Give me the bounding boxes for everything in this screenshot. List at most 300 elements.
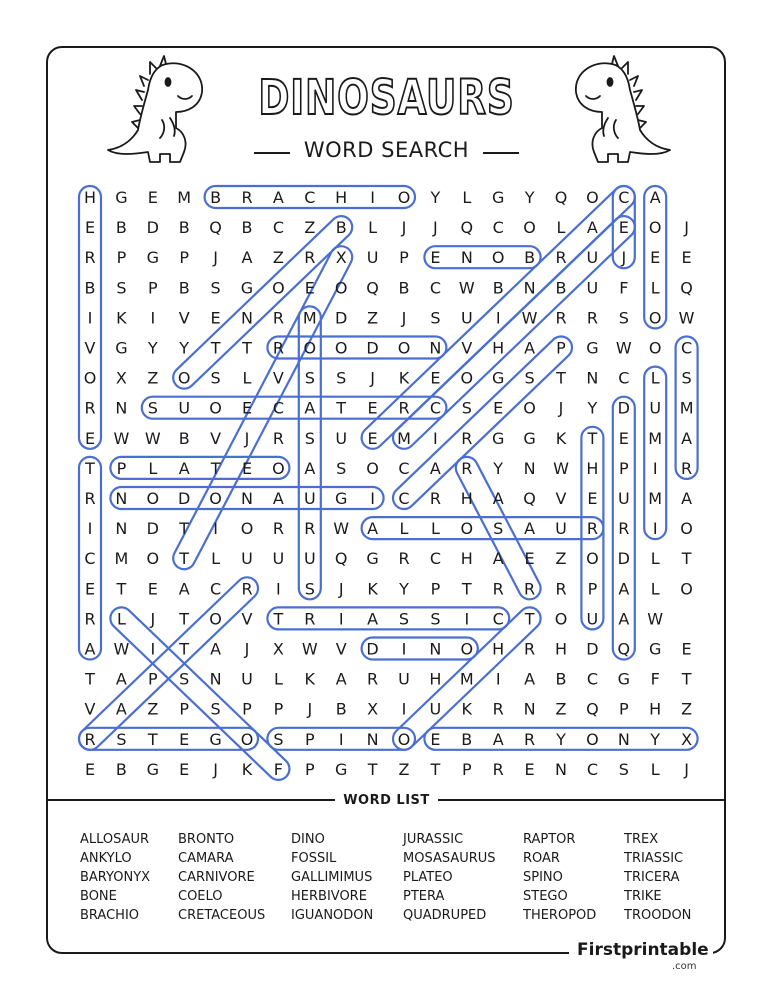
grid-letter: S bbox=[179, 669, 190, 689]
word-list-column bbox=[178, 830, 265, 925]
grid-letter: Q bbox=[680, 278, 693, 298]
grid-letter: E bbox=[241, 398, 253, 418]
grid-letter: A bbox=[84, 639, 96, 659]
word-list-item: ALLOSAUR bbox=[80, 832, 150, 847]
grid-letter: O bbox=[586, 188, 599, 207]
grid-letter: K bbox=[461, 699, 473, 719]
grid-letter: G bbox=[146, 248, 160, 268]
grid-letter: N bbox=[523, 278, 536, 298]
grid-letter: H bbox=[335, 188, 348, 207]
grid-letter: U bbox=[178, 398, 191, 418]
grid-letter: A bbox=[524, 338, 536, 358]
grid-letter: Q bbox=[617, 639, 631, 659]
grid-letter: S bbox=[116, 729, 127, 749]
grid-letter: J bbox=[213, 759, 218, 779]
grid-letter: G bbox=[366, 549, 379, 569]
grid-letter: S bbox=[304, 428, 315, 448]
grid-letter: B bbox=[178, 278, 190, 298]
grid-letter: E bbox=[430, 368, 441, 388]
grid-letter: H bbox=[83, 188, 97, 207]
grid-letter: P bbox=[116, 248, 127, 268]
grid-letter: S bbox=[273, 729, 284, 749]
grid-letter: T bbox=[681, 549, 692, 569]
grid-letter: O bbox=[146, 489, 160, 508]
grid-letter: O bbox=[397, 729, 411, 749]
grid-letter: M bbox=[302, 308, 317, 328]
grid-letter: O bbox=[209, 489, 222, 508]
grid-letter: Q bbox=[586, 699, 599, 719]
grid-letter: C bbox=[210, 579, 222, 599]
grid-letter: M bbox=[397, 428, 411, 448]
grid-letter: N bbox=[460, 248, 473, 268]
grid-letter: R bbox=[272, 519, 284, 539]
grid-letter: O bbox=[240, 729, 254, 749]
word-list-item: CARNIVORE bbox=[178, 870, 255, 885]
grid-letter: R bbox=[367, 669, 379, 689]
grid-letter: B bbox=[178, 428, 190, 448]
grid-letter: N bbox=[429, 338, 442, 358]
grid-letter: E bbox=[84, 579, 96, 599]
grid-letter: S bbox=[147, 398, 158, 418]
grid-letter: Y bbox=[399, 579, 409, 599]
grid-letter: X bbox=[115, 368, 127, 388]
grid-letter: W bbox=[615, 338, 632, 358]
word-list-item: ROAR bbox=[523, 851, 560, 866]
grid-letter: R bbox=[241, 579, 253, 599]
grid-letter: B bbox=[524, 248, 536, 268]
word-list-item: BARYONYX bbox=[80, 870, 151, 885]
grid-letter: W bbox=[144, 428, 161, 448]
grid-letter: F bbox=[273, 759, 284, 779]
grid-letter: J bbox=[684, 759, 689, 779]
grid-letter: T bbox=[430, 759, 441, 779]
grid-letter: U bbox=[586, 278, 599, 298]
grid-letter: A bbox=[524, 519, 536, 539]
grid-letter: T bbox=[179, 519, 190, 539]
grid-letter: R bbox=[272, 428, 284, 448]
grid-letter: J bbox=[621, 248, 627, 268]
grid-letter: O bbox=[460, 519, 474, 539]
grid-letter: O bbox=[523, 218, 536, 238]
grid-letter: E bbox=[681, 248, 692, 268]
grid-letter: A bbox=[524, 669, 536, 689]
grid-letter: N bbox=[115, 398, 128, 418]
grid-letter: Y bbox=[493, 458, 504, 478]
grid-letter: C bbox=[84, 549, 96, 569]
grid-letter: P bbox=[242, 699, 252, 719]
grid-letter: V bbox=[241, 609, 253, 629]
word-list-column bbox=[403, 830, 496, 925]
grid-letter: T bbox=[461, 579, 472, 599]
word-list-column bbox=[523, 830, 596, 925]
grid-letter: Z bbox=[555, 549, 567, 569]
word-list-item: TRIKE bbox=[624, 889, 662, 904]
grid-letter: R bbox=[555, 579, 567, 599]
grid-letter: O bbox=[334, 278, 348, 298]
grid-letter: G bbox=[648, 639, 662, 659]
grid-letter: B bbox=[461, 729, 473, 749]
grid-letter: R bbox=[555, 308, 567, 328]
word-list-label: WORD LIST bbox=[335, 793, 438, 808]
word-list-item: CAMARA bbox=[178, 851, 234, 866]
grid-letter: A bbox=[272, 188, 284, 207]
grid-letter: D bbox=[178, 489, 191, 508]
grid-letter: J bbox=[244, 639, 250, 659]
grid-letter: I bbox=[401, 639, 407, 659]
grid-letter: S bbox=[681, 368, 692, 388]
grid-letter: S bbox=[210, 278, 221, 298]
grid-letter: A bbox=[304, 398, 316, 418]
grid-letter: T bbox=[587, 428, 598, 448]
grid-letter: A bbox=[272, 489, 284, 508]
grid-letter: M bbox=[679, 398, 694, 418]
grid-letter: G bbox=[523, 428, 536, 448]
grid-letter: E bbox=[618, 428, 629, 448]
grid-letter: G bbox=[115, 338, 128, 358]
grid-letter: P bbox=[179, 248, 190, 268]
grid-letter: K bbox=[398, 368, 410, 388]
grid-letter: R bbox=[272, 308, 284, 328]
grid-letter: P bbox=[304, 729, 315, 749]
grid-letter: S bbox=[116, 278, 127, 298]
grid-letter: L bbox=[211, 549, 221, 569]
highlight-capsule bbox=[644, 367, 666, 539]
grid-letter: Q bbox=[334, 549, 348, 569]
grid-letter: A bbox=[335, 669, 347, 689]
grid-letter: D bbox=[146, 519, 159, 539]
word-list-column bbox=[291, 830, 373, 925]
grid-letter: R bbox=[429, 489, 441, 508]
grid-letter: T bbox=[179, 549, 190, 569]
grid-letter: C bbox=[272, 218, 284, 238]
grid-letter: X bbox=[272, 639, 284, 659]
brand-domain: .com bbox=[672, 961, 697, 972]
grid-letter: R bbox=[241, 188, 253, 207]
grid-letter: N bbox=[523, 458, 536, 478]
grid-letter: S bbox=[304, 579, 315, 599]
grid-letter: B bbox=[555, 278, 567, 298]
grid-letter: O bbox=[460, 639, 474, 659]
grid-letter: H bbox=[460, 549, 473, 569]
grid-letter: O bbox=[680, 519, 693, 539]
grid-letter: H bbox=[492, 639, 505, 659]
grid-letter: B bbox=[178, 218, 190, 238]
grid-letter: H bbox=[554, 639, 568, 659]
word-list-column bbox=[80, 830, 150, 925]
grid-letter: C bbox=[398, 458, 410, 478]
word-list-item: BONE bbox=[80, 889, 117, 904]
grid-letter: C bbox=[586, 759, 598, 779]
grid-letter: V bbox=[272, 368, 284, 388]
grid-letter: T bbox=[681, 669, 692, 689]
grid-letter: D bbox=[335, 308, 348, 328]
grid-letter: X bbox=[681, 729, 693, 749]
grid-letter: A bbox=[367, 609, 379, 629]
grid-letter: I bbox=[652, 519, 658, 539]
word-list-item: TREX bbox=[624, 832, 659, 847]
grid-letter: U bbox=[649, 398, 662, 418]
grid-letter: T bbox=[85, 458, 95, 478]
grid-letter: S bbox=[524, 368, 535, 388]
word-list-item: ANKYLO bbox=[80, 851, 132, 866]
grid-letter: G bbox=[586, 338, 599, 358]
grid-letter: E bbox=[681, 639, 692, 659]
grid-letter: Q bbox=[209, 218, 222, 238]
grid-letter: C bbox=[618, 368, 630, 388]
grid-letter: O bbox=[83, 368, 97, 388]
grid-letter: P bbox=[556, 338, 566, 358]
grid-letter: A bbox=[492, 549, 504, 569]
grid-letter: A bbox=[618, 579, 630, 599]
grid-letter: R bbox=[461, 428, 473, 448]
grid-letter: P bbox=[147, 278, 158, 298]
grid-letter: S bbox=[336, 458, 347, 478]
grid-letter: J bbox=[401, 218, 407, 238]
grid-letter: H bbox=[429, 669, 442, 689]
grid-letter: T bbox=[210, 338, 221, 358]
grid-letter: U bbox=[303, 549, 316, 569]
grid-letter: C bbox=[304, 188, 316, 207]
grid-letter: D bbox=[586, 639, 599, 659]
grid-letter: U bbox=[366, 248, 379, 268]
grid-letter: J bbox=[433, 218, 438, 238]
grid-letter: N bbox=[115, 489, 128, 508]
grid-letter: J bbox=[401, 308, 407, 328]
grid-letter: N bbox=[209, 669, 222, 689]
grid-letter: U bbox=[617, 489, 630, 508]
grid-letter: B bbox=[84, 278, 96, 298]
word-list-item: DINO bbox=[291, 832, 325, 847]
grid-letter: E bbox=[618, 218, 629, 238]
grid-letter: K bbox=[304, 669, 316, 689]
grid-letter: V bbox=[178, 308, 190, 328]
grid-letter: G bbox=[491, 368, 505, 388]
grid-letter: I bbox=[213, 519, 218, 539]
grid-letter: C bbox=[492, 609, 504, 629]
grid-letter: T bbox=[273, 609, 284, 629]
grid-letter: U bbox=[241, 549, 253, 569]
grid-letter: B bbox=[335, 218, 347, 238]
grid-letter: I bbox=[370, 188, 375, 207]
grid-letter: L bbox=[148, 458, 158, 478]
word-list-header bbox=[0, 789, 773, 808]
grid-letter: A bbox=[649, 188, 661, 207]
grid-letter: W bbox=[113, 639, 130, 659]
grid-letter: U bbox=[555, 519, 567, 539]
grid-letter: I bbox=[150, 639, 156, 659]
grid-letter: A bbox=[492, 729, 504, 749]
grid-letter: E bbox=[84, 759, 96, 779]
grid-letter: S bbox=[210, 368, 221, 388]
grid-letter: R bbox=[618, 519, 630, 539]
grid-letter: L bbox=[273, 669, 283, 689]
grid-letter: Q bbox=[554, 188, 568, 207]
grid-letter: M bbox=[177, 188, 192, 207]
grid-letter: I bbox=[87, 519, 93, 539]
highlight-capsule bbox=[267, 337, 446, 359]
grid-letter: L bbox=[116, 609, 126, 629]
grid-letter: C bbox=[586, 669, 598, 689]
grid-letter: W bbox=[458, 278, 475, 298]
grid-letter: N bbox=[586, 368, 599, 388]
grid-letter: J bbox=[307, 699, 313, 719]
grid-letter: T bbox=[116, 579, 127, 599]
grid-letter: S bbox=[618, 308, 629, 328]
grid-letter: G bbox=[491, 428, 505, 448]
grid-letter: C bbox=[492, 218, 504, 238]
grid-letter: D bbox=[617, 398, 630, 418]
grid-letter: R bbox=[84, 609, 96, 629]
grid-letter: O bbox=[334, 338, 348, 358]
grid-letter: B bbox=[555, 669, 567, 689]
grid-letter: R bbox=[555, 248, 567, 268]
grid-letter: T bbox=[179, 639, 190, 659]
highlight-capsule bbox=[110, 457, 289, 479]
grid-letter: H bbox=[649, 699, 662, 719]
grid-letter: J bbox=[558, 398, 564, 418]
grid-letter: I bbox=[87, 308, 93, 328]
word-list-item: THEROPOD bbox=[523, 908, 597, 923]
grid-letter: A bbox=[178, 458, 190, 478]
grid-letter: X bbox=[335, 248, 347, 268]
grid-letter: I bbox=[338, 609, 344, 629]
grid-letter: U bbox=[303, 489, 316, 508]
grid-letter: W bbox=[521, 308, 538, 328]
grid-letter: L bbox=[650, 549, 660, 569]
grid-letter: B bbox=[492, 278, 504, 298]
grid-letter: R bbox=[524, 579, 536, 599]
grid-letter: E bbox=[304, 278, 315, 298]
grid-letter: O bbox=[648, 338, 662, 358]
grid-letter: O bbox=[209, 398, 222, 418]
grid-letter: Q bbox=[366, 278, 379, 298]
grid-letter: S bbox=[461, 398, 472, 418]
grid-letter: I bbox=[401, 699, 407, 719]
grid-letter: V bbox=[84, 699, 96, 719]
grid-letter: A bbox=[492, 489, 504, 508]
grid-letter: E bbox=[430, 248, 441, 268]
grid-letter: P bbox=[461, 759, 472, 779]
grid-letter: Y bbox=[430, 188, 441, 207]
grid-letter: S bbox=[210, 699, 221, 719]
grid-letter: G bbox=[240, 278, 254, 298]
grid-letter: I bbox=[150, 308, 156, 328]
grid-letter: E bbox=[84, 218, 96, 238]
grid-letter: N bbox=[429, 639, 442, 659]
word-list-item: CRETACEOUS bbox=[178, 908, 266, 923]
grid-letter: W bbox=[333, 519, 350, 539]
word-list-item: GALLIMIMUS bbox=[291, 870, 373, 885]
grid-letter: I bbox=[495, 308, 501, 328]
grid-letter: P bbox=[587, 579, 598, 599]
grid-letter: E bbox=[587, 489, 598, 508]
grid-letter: E bbox=[179, 759, 190, 779]
grid-letter: R bbox=[492, 759, 504, 779]
grid-letter: C bbox=[618, 188, 630, 207]
grid-letter: H bbox=[460, 489, 473, 508]
grid-letter: X bbox=[367, 699, 379, 719]
grid-letter: O bbox=[366, 458, 379, 478]
grid-letter: A bbox=[618, 609, 630, 629]
grid-letter: W bbox=[113, 428, 130, 448]
grid-letter: E bbox=[524, 759, 535, 779]
grid-letter: J bbox=[338, 579, 344, 599]
grid-letter: E bbox=[650, 248, 661, 268]
grid-letter: O bbox=[146, 549, 160, 569]
grid-letter: K bbox=[116, 308, 127, 328]
grid-letter: P bbox=[147, 669, 158, 689]
word-list-item: TRIASSIC bbox=[624, 851, 684, 866]
word-list bbox=[80, 830, 720, 930]
word-list-item: QUADRUPED bbox=[403, 908, 487, 923]
grid-letter: O bbox=[240, 519, 254, 539]
grid-letter: W bbox=[678, 308, 695, 328]
grid-letter: R bbox=[304, 248, 316, 268]
grid-letter: C bbox=[429, 398, 441, 418]
grid-letter: C bbox=[429, 278, 441, 298]
grid-letter: R bbox=[84, 248, 96, 268]
grid-letter: R bbox=[586, 519, 598, 539]
grid-letter: U bbox=[586, 248, 599, 268]
word-list-item: PTERA bbox=[403, 889, 445, 904]
highlight-capsule bbox=[169, 242, 356, 573]
grid-letter: G bbox=[617, 669, 631, 689]
grid-letter: D bbox=[366, 338, 379, 358]
grid-letter: U bbox=[429, 699, 442, 719]
grid-letter: L bbox=[556, 218, 566, 238]
grid-letter: A bbox=[178, 579, 190, 599]
highlight-capsule bbox=[169, 212, 357, 394]
word-list-item: HERBIVORE bbox=[291, 889, 367, 904]
grid-letter: J bbox=[370, 368, 375, 388]
grid-letter: P bbox=[304, 759, 315, 779]
grid-letter: O bbox=[272, 458, 285, 478]
grid-letter: B bbox=[335, 699, 347, 719]
grid-letter: O bbox=[460, 368, 474, 388]
grid-letter: V bbox=[461, 338, 473, 358]
grid-letter: Z bbox=[147, 368, 159, 388]
grid-letter: A bbox=[241, 248, 253, 268]
grid-letter: T bbox=[367, 759, 378, 779]
grid-letter: I bbox=[276, 579, 281, 599]
grid-letter: E bbox=[430, 729, 441, 749]
grid-letter: B bbox=[210, 188, 222, 207]
word-list-item: IGUANODON bbox=[291, 908, 374, 923]
grid-letter: F bbox=[619, 278, 629, 298]
grid-letter: V bbox=[84, 338, 96, 358]
grid-letter: U bbox=[460, 308, 473, 328]
grid-letter: O bbox=[523, 398, 536, 418]
grid-letter: R bbox=[272, 338, 284, 358]
grid-letter: P bbox=[430, 579, 441, 599]
word-list-item: JURASSIC bbox=[403, 832, 464, 847]
grid-letter: J bbox=[150, 609, 156, 629]
grid-letter: Q bbox=[523, 489, 536, 508]
grid-letter: L bbox=[650, 278, 660, 298]
grid-letter: P bbox=[399, 248, 409, 268]
grid-letter: N bbox=[366, 729, 379, 749]
grid-letter: O bbox=[554, 609, 568, 629]
grid-letter: R bbox=[398, 549, 410, 569]
grid-letter: I bbox=[433, 428, 438, 448]
grid-letter: T bbox=[242, 338, 252, 358]
word-list-column bbox=[624, 830, 691, 925]
grid-letter: T bbox=[524, 609, 535, 629]
grid-letter: Z bbox=[147, 699, 159, 719]
word-list-item: BRACHIO bbox=[80, 908, 140, 923]
grid-letter: U bbox=[398, 669, 410, 689]
grid-letter: V bbox=[210, 428, 222, 448]
